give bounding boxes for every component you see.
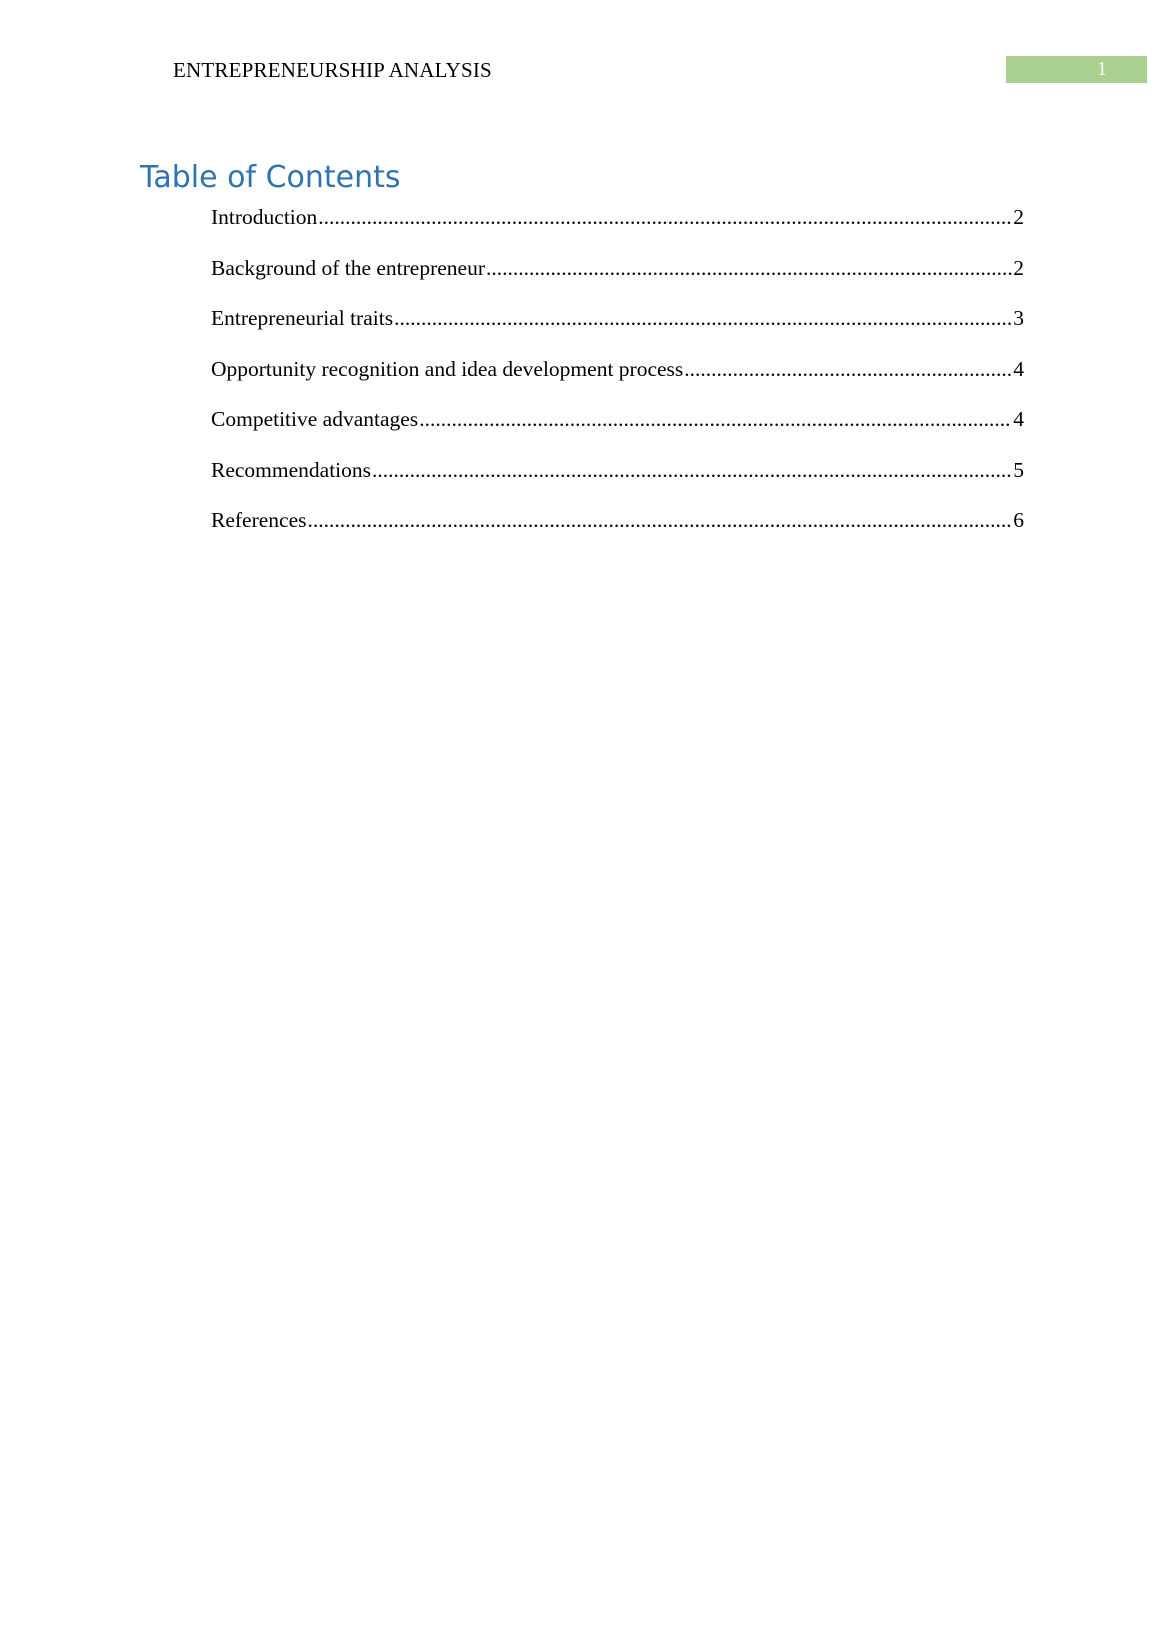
page-number-badge [1006,56,1147,83]
toc-entry-references[interactable] [211,507,1024,558]
toc-dot-leader [419,406,1012,432]
toc-entry-label: Recommendations [211,457,372,482]
toc-entry-label: References [211,508,307,532]
toc-entry-page: 2 [1013,205,1024,229]
toc-dot-leader [486,255,1012,281]
toc-entry-label: Background of the entrepreneur [211,255,486,280]
toc-entry-page: 4 [1013,356,1024,381]
toc-entry-label: Competitive advantages [211,407,419,431]
toc-entry-page: 5 [1013,457,1024,482]
toc-entry-label: Entrepreneurial traits [211,306,394,330]
toc-list [211,204,1024,558]
toc-entry-page: 4 [1013,407,1024,431]
toc-entry-background[interactable] [211,255,1024,306]
toc-entry-introduction[interactable] [211,204,1024,255]
toc-entry-page: 2 [1013,255,1024,280]
toc-entry-page: 3 [1013,306,1024,330]
page-number: 1 [1097,58,1107,80]
toc-dot-leader [684,356,1012,382]
toc-dot-leader [394,305,1012,331]
toc-dot-leader [308,507,1013,533]
toc-entry-competitive[interactable] [211,406,1024,457]
running-header-title: ENTREPRENEURSHIP ANALYSIS [173,58,492,82]
toc-entry-recommendations[interactable] [211,457,1024,508]
toc-entry-label: Opportunity recognition and idea development process [211,356,684,381]
toc-entry-opportunity[interactable] [211,356,1024,407]
toc-dot-leader [372,457,1012,483]
toc-heading: Table of Contents [140,160,401,195]
toc-dot-leader [318,204,1012,230]
toc-entry-label: Introduction [211,205,318,229]
toc-entry-traits[interactable] [211,305,1024,356]
toc-entry-page: 6 [1013,508,1024,532]
